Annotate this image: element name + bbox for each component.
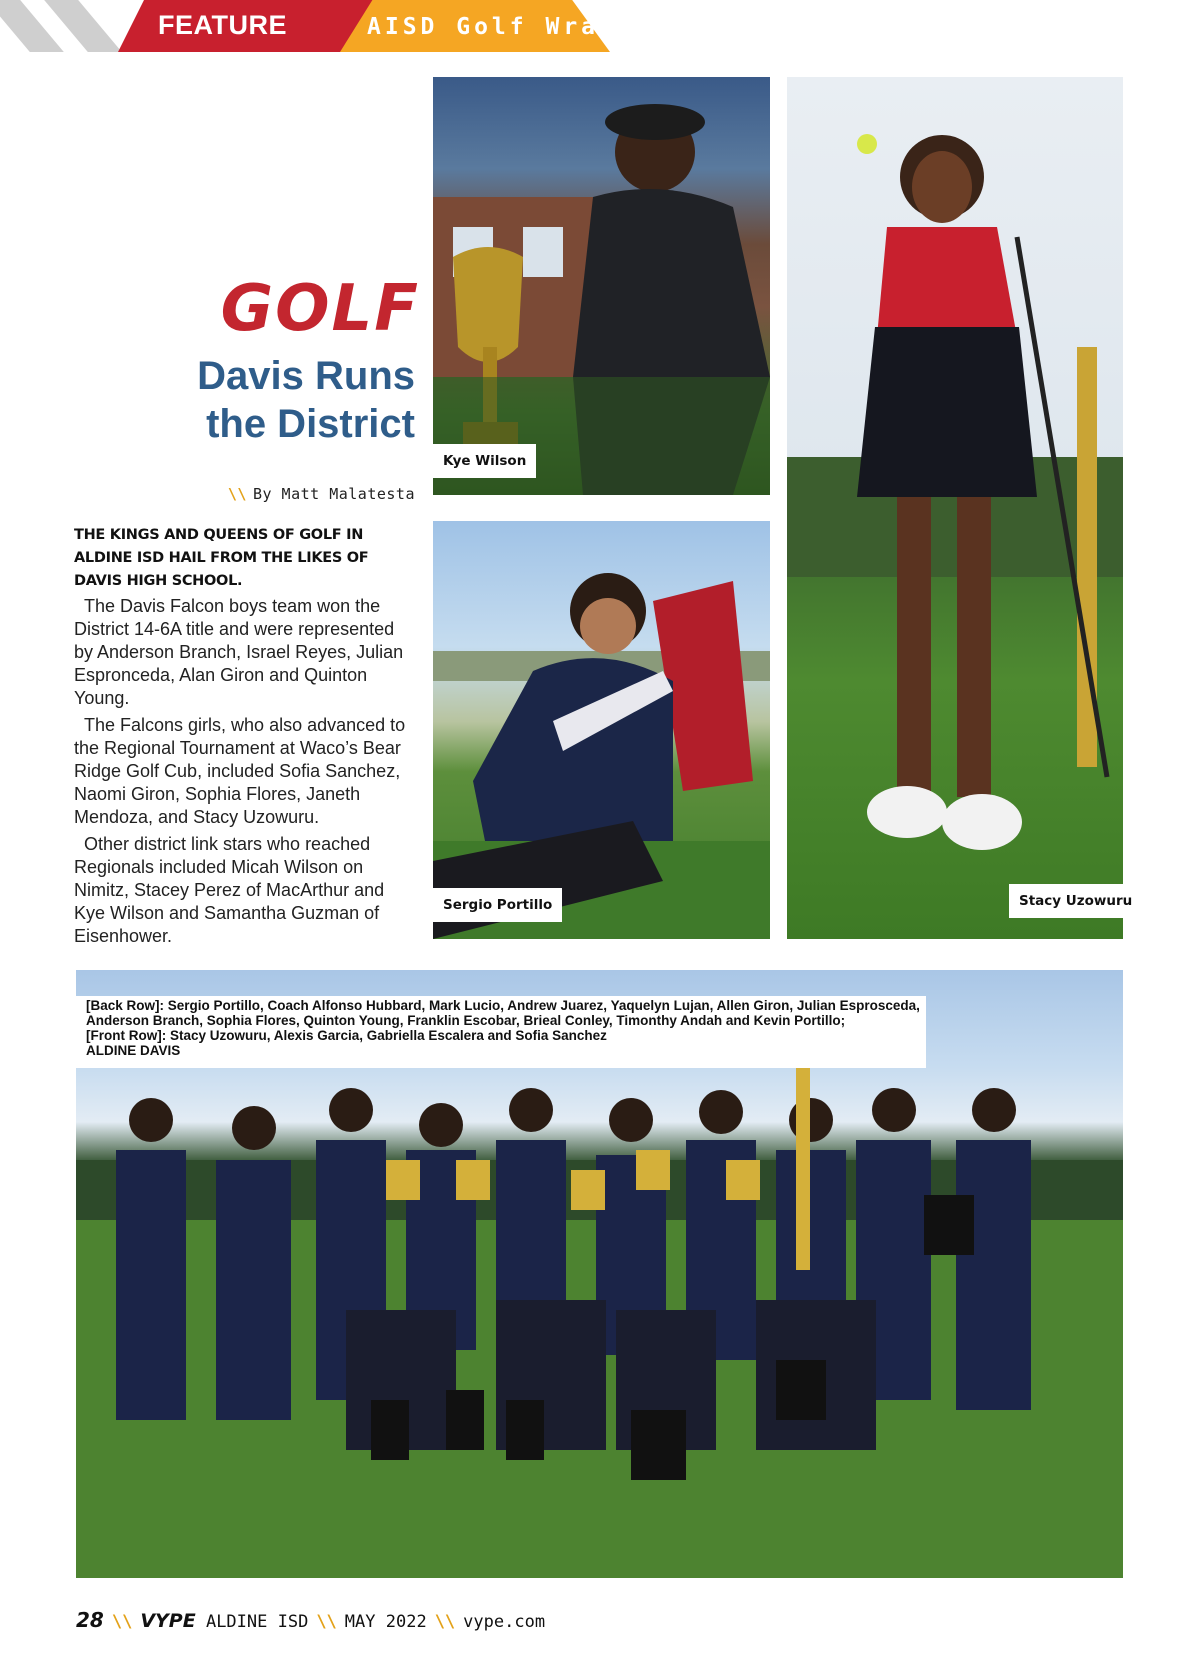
footer-edition: ALDINE ISD xyxy=(205,1612,309,1632)
headline-line-2: the District xyxy=(206,402,415,446)
slash-divider-icon: \\ xyxy=(227,485,247,503)
byline-text: By Matt Malatesta xyxy=(252,485,415,503)
caption-stacy-uzowuru: Stacy Uzowuru xyxy=(1009,884,1142,918)
section-label: FEATURE xyxy=(158,10,287,40)
section-header xyxy=(0,0,620,52)
article-paragraph: The Falcons girls, who also advanced to the Regional Tournament at Waco’s Bear Ridge Golf Cub, included Sofia Sanchez, Naomi Giron, Sophia Flores, Janeth Mendoza, and Stacy Uzowuru. xyxy=(74,715,406,827)
photo-sergio-portillo xyxy=(433,521,770,939)
page-number: 28 xyxy=(76,1608,104,1632)
photo-kye-wilson xyxy=(433,77,770,495)
article-paragraph: The Davis Falcon boys team won the District 14-6A title and were represented by Anderson Branch, Israel Reyes, Julian Espronceda, Alan Giron and Quinton Young. xyxy=(74,596,404,708)
article-paragraph: Other district link stars who reached Regionals included Micah Wilson on Nimitz, Stacey Perez of MacArthur and Kye Wilson and Samantha Guzman of Eisenhower. xyxy=(74,834,385,946)
team-caption xyxy=(86,998,926,1058)
subsection-label: AISD Golf Wrap xyxy=(367,14,617,40)
footer-site: vype.com xyxy=(463,1612,546,1632)
kicker: GOLF xyxy=(220,272,420,346)
photo-stacy-uzowuru xyxy=(787,77,1123,939)
article-body xyxy=(74,524,414,952)
photo-sergio-illustration xyxy=(433,521,770,939)
team-caption-line: Anderson Branch, Sophia Flores, Quinton Young, Franklin Escobar, Brieal Conley, Timonthy Andah and Kevin Portillo; xyxy=(86,1013,846,1028)
slash-divider-icon: \\ xyxy=(434,1612,456,1632)
team-caption-line: ALDINE DAVIS xyxy=(86,1043,181,1058)
byline xyxy=(228,485,415,503)
photo-kye-illustration xyxy=(433,77,770,495)
caption-kye-wilson: Kye Wilson xyxy=(433,444,536,478)
slash-divider-icon: \\ xyxy=(316,1612,337,1632)
footer-date: MAY 2022 xyxy=(344,1612,427,1632)
headline xyxy=(115,352,415,448)
team-caption-line: [Back Row]: Sergio Portillo, Coach Alfonso Hubbard, Mark Lucio, Andrew Juarez, Yaquelyn Lujan, Allen Giron, Julian Esprosceda, xyxy=(86,998,920,1013)
photo-stacy-illustration xyxy=(787,77,1123,939)
header-stripes xyxy=(0,0,140,52)
article-lead: THE KINGS AND QUEENS OF GOLF IN ALDINE ISD HAIL FROM THE LIKES OF DAVIS HIGH SCHOOL. xyxy=(74,527,369,589)
headline-line-1: Davis Runs xyxy=(197,354,415,398)
slash-divider-icon: \\ xyxy=(111,1612,133,1632)
page-footer xyxy=(76,1608,545,1632)
team-caption-line: [Front Row]: Stacy Uzowuru, Alexis Garcia, Gabriella Escalera and Sofia Sanchez xyxy=(86,1028,607,1043)
brand-logo: VYPE xyxy=(140,1610,196,1632)
caption-sergio-portillo: Sergio Portillo xyxy=(433,888,562,922)
